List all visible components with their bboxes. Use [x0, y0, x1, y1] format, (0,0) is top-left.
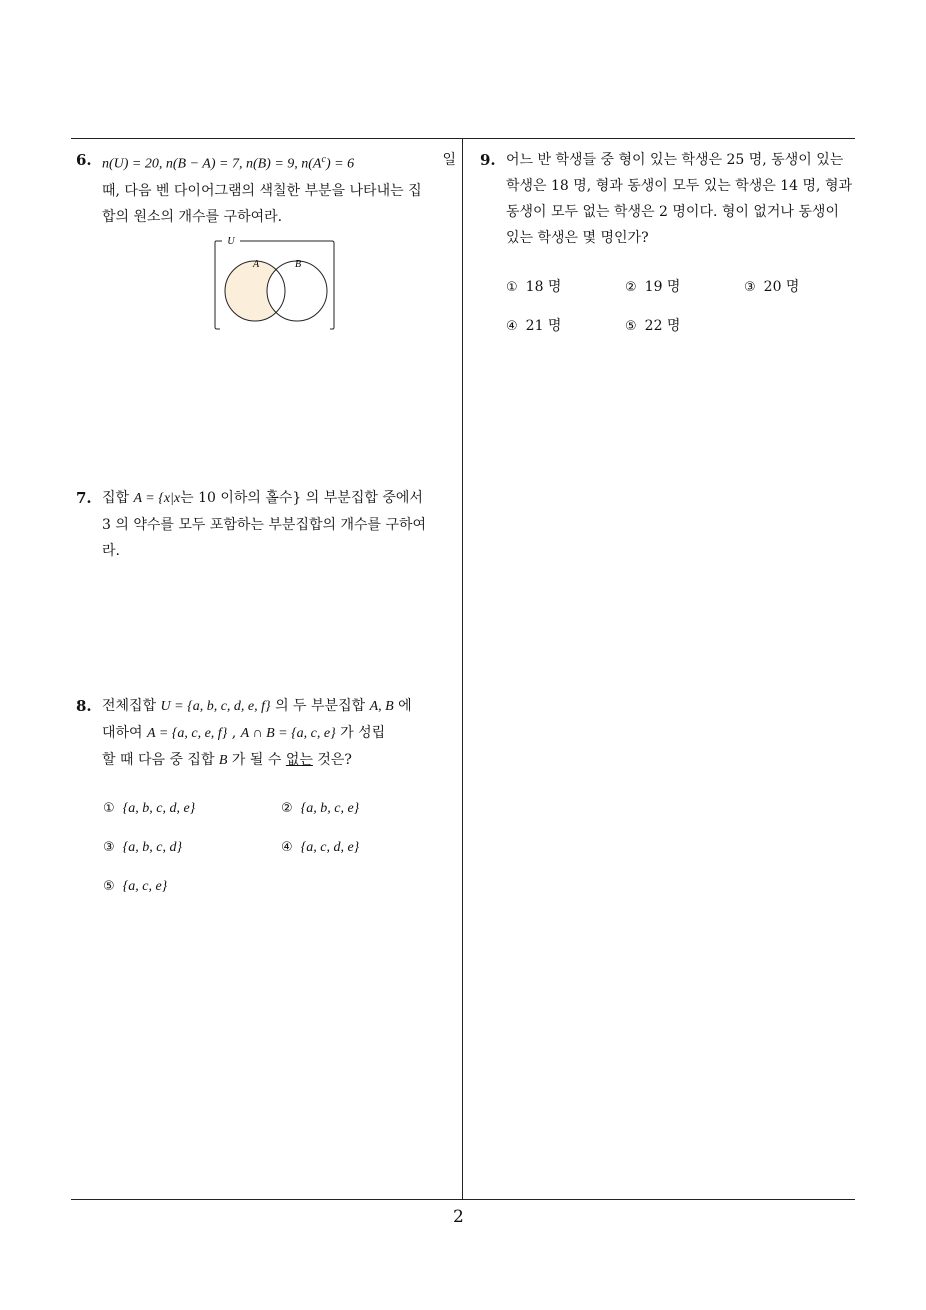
question-text	[102, 147, 456, 230]
question-line: 어느 반 학생들 중 형이 있는 학생은 25 명, 동생이 있는	[506, 152, 844, 168]
universe-label: U	[227, 236, 235, 247]
question-line: 전체집합 U = {a, b, c, d, e, f} 의 두 부분집합 A, B 에	[102, 698, 412, 714]
question-line: 학생은 18 명, 형과 동생이 모두 있는 학생은 14 명, 형과	[506, 178, 852, 194]
q9-option-3[interactable]: ③ 20 명	[744, 279, 800, 295]
q8-option-2[interactable]: ② {a, b, c, e}	[281, 801, 360, 816]
question-7	[76, 485, 456, 564]
question-line: 동생이 모두 없는 학생은 2 명이다. 형이 없거나 동생이	[506, 204, 839, 220]
formula-end: ) = 6	[325, 156, 355, 172]
question-9	[480, 147, 860, 251]
q8-option-4[interactable]: ④ {a, c, d, e}	[281, 840, 360, 855]
question-line: 라.	[102, 543, 120, 559]
question-text	[102, 485, 456, 564]
question-line: 때, 다음 벤 다이어그램의 색칠한 부분을 나타내는 집	[102, 182, 422, 199]
question-number: 9.	[480, 151, 496, 169]
set-b-label: B	[294, 259, 302, 270]
question-line: 할 때 다음 중 집합 B 가 될 수 없는 것은?	[102, 752, 352, 768]
question-number: 7.	[76, 489, 92, 507]
q8-option-3[interactable]: ③ {a, b, c, d}	[103, 840, 183, 855]
set-notation: A = {x|x	[133, 491, 181, 506]
question-number: 8.	[76, 697, 92, 715]
bottom-rule	[71, 1199, 855, 1200]
question-line: 집합 A = {x|x는 10 이하의 홀수} 의 부분집합 중에서	[102, 490, 423, 506]
formula-superscript: c	[321, 154, 326, 165]
question-line: 대하여 A = {a, c, e, f} , A ∩ B = {a, c, e} 가 성립	[102, 725, 386, 741]
q8-option-1[interactable]: ① {a, b, c, d, e}	[103, 801, 196, 816]
set-notation: A ∩ B = {a, c, e}	[240, 726, 336, 741]
q8-option-5[interactable]: ⑤ {a, c, e}	[103, 879, 168, 894]
venn-diagram	[212, 233, 338, 333]
top-rule	[71, 138, 855, 139]
line-tail: 일	[442, 152, 456, 168]
q9-option-4[interactable]: ④ 21 명	[506, 318, 562, 334]
column-divider	[462, 138, 463, 1200]
q9-option-5[interactable]: ⑤ 22 명	[625, 318, 681, 334]
q9-option-1[interactable]: ① 18 명	[506, 279, 562, 295]
page-number: 2	[453, 1207, 464, 1227]
question-line: 합의 원소의 개수를 구하여라.	[102, 208, 283, 225]
question-text	[102, 693, 456, 774]
question-6	[76, 147, 456, 230]
question-text	[506, 147, 860, 251]
question-8	[76, 693, 456, 774]
formula: n(U) = 20, n(B − A) = 7, n(B) = 9, n(A	[102, 156, 322, 172]
question-line: 3 의 약수를 모두 포함하는 부분집합의 개수를 구하여	[102, 517, 427, 533]
question-number: 6.	[76, 151, 92, 169]
set-notation: U = {a, b, c, d, e, f}	[160, 699, 271, 714]
underlined-word: 없는	[285, 752, 313, 768]
set-a-label: A	[252, 259, 260, 270]
set-notation: A = {a, c, e, f}	[147, 726, 228, 741]
question-line: 있는 학생은 몇 명인가?	[506, 230, 649, 246]
q9-option-2[interactable]: ② 19 명	[625, 279, 681, 295]
question-line	[102, 147, 456, 178]
